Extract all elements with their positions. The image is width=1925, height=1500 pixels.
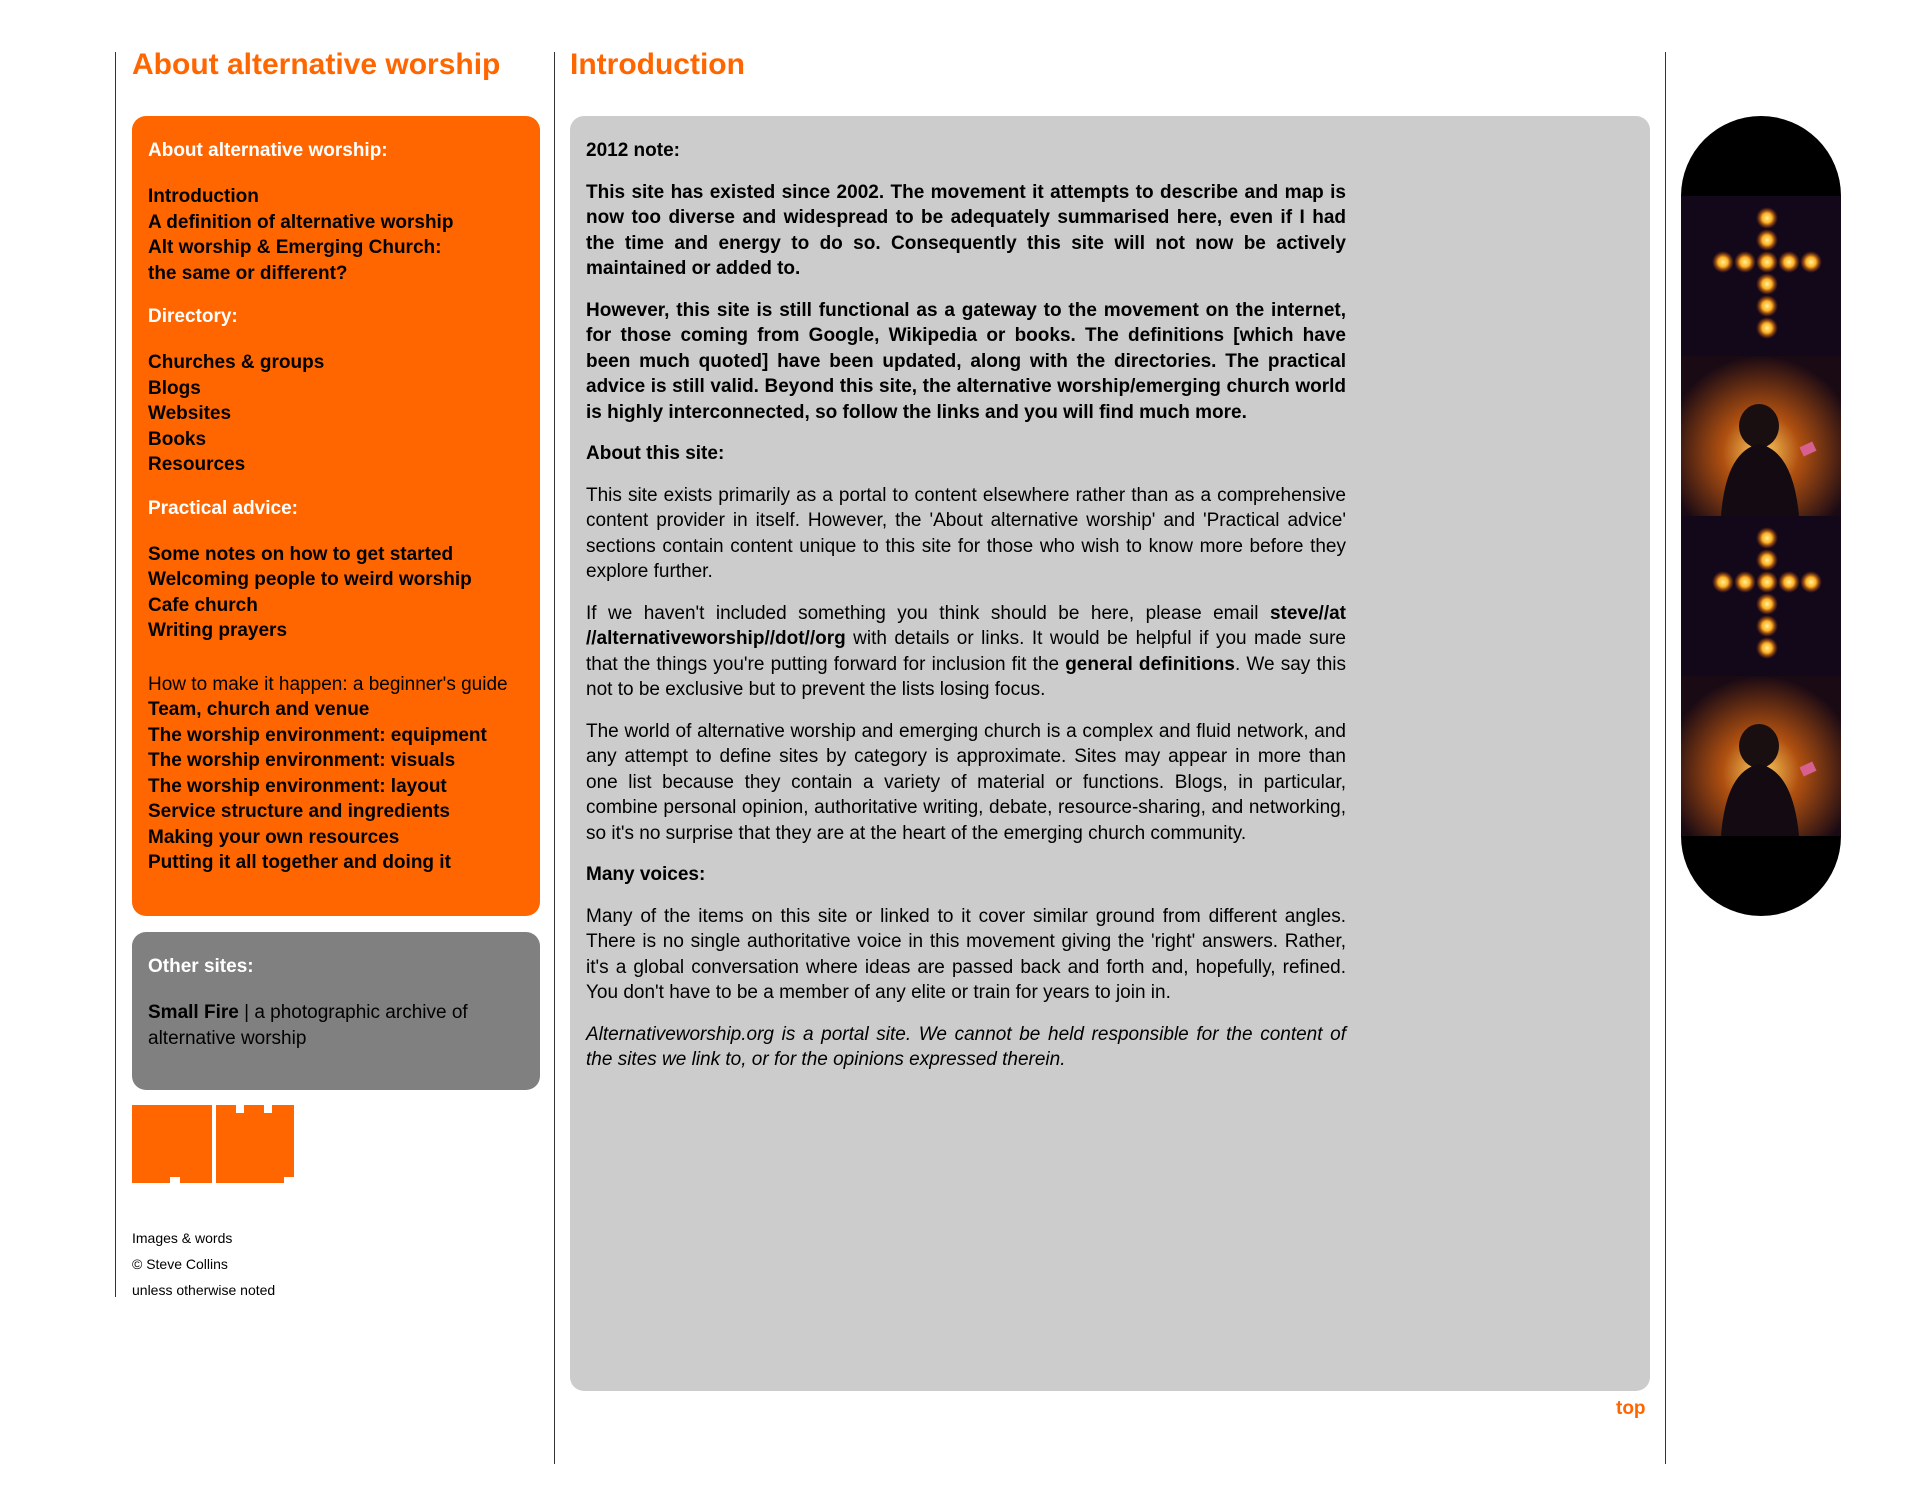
nav-panel bbox=[132, 116, 540, 916]
guide-link-0[interactable]: Team, church and venue bbox=[148, 699, 370, 720]
about-paragraph-1: This site exists primarily as a portal to content elsewhere rather than as a comprehensive content provider in itself. However, the 'About alternative worship' and 'Practical advice' sections contain content unique to this site for those who wish to know more before they explore further. bbox=[586, 484, 1346, 582]
top-link[interactable]: top bbox=[1616, 1398, 1646, 1419]
practical-link-2[interactable]: Cafe church bbox=[148, 594, 258, 616]
copyright-footer bbox=[132, 1225, 275, 1303]
voices-heading: Many voices: bbox=[586, 864, 706, 885]
middle-rule bbox=[554, 52, 555, 1464]
about-p2-c: . We say this not to be exclusive but to prevent the lists losing focus. bbox=[586, 653, 1347, 700]
guide-link-2[interactable]: The worship environment: visuals bbox=[148, 750, 456, 771]
note-paragraph-1: This site has existed since 2002. The movement it attempts to describe and map is now too diverse and widespread to be adequately summarised here, even if I had the time and energy to do so. Consequently this site will not now be actively maintained or added to. bbox=[586, 181, 1346, 279]
guide-link-1[interactable]: The worship environment: equipment bbox=[148, 724, 487, 746]
footer-line-3: unless otherwise noted bbox=[132, 1282, 276, 1298]
about-paragraph-3: The world of alternative worship and emerging church is a complex and fluid network, and any attempt to define sites by category is approximate. Sites may appear in more than one list because they contain a variety of material or functions. Blogs, in particular, combine personal opinion, authoritative writing, debate, resource-sharing, and networking, so it's no surprise that they are at the heart of the emerging church community. bbox=[586, 720, 1346, 844]
practical-link-1[interactable]: Welcoming people to weird worship bbox=[148, 569, 472, 590]
small-fire-link[interactable]: Small Fire bbox=[148, 1002, 239, 1023]
guide-links bbox=[148, 697, 524, 876]
about-link-1[interactable]: A definition of alternative worship bbox=[148, 211, 454, 233]
about-p2-b: with details or links. It would be helpful if you made sure that the things you're putting forward for inclusion fit the bbox=[586, 628, 1346, 675]
directory-link-2[interactable]: Websites bbox=[148, 403, 232, 424]
about-link-0[interactable]: Introduction bbox=[148, 186, 259, 207]
about-link-2[interactable]: Alt worship & Emerging Church: bbox=[148, 237, 442, 258]
about-links bbox=[148, 184, 524, 286]
site-logo bbox=[132, 1105, 294, 1187]
directory-link-3[interactable]: Books bbox=[148, 428, 207, 450]
practical-link-0[interactable]: Some notes on how to get started bbox=[148, 543, 454, 565]
email-address: steve//at //alternativeworship//dot//org bbox=[586, 602, 1346, 649]
guide-link-5[interactable]: Making your own resources bbox=[148, 826, 400, 848]
about-link-3[interactable]: the same or different? bbox=[148, 262, 348, 284]
guide-link-6[interactable]: Putting it all together and doing it bbox=[148, 852, 451, 873]
directory-links bbox=[148, 350, 524, 478]
practical-links bbox=[148, 542, 524, 644]
disclaimer: Alternativeworship.org is a portal site. We cannot be held responsible for the content of the sites we link to, or for the opinions expressed therein. bbox=[586, 1023, 1346, 1070]
candle-cross-photo bbox=[1681, 116, 1841, 916]
about-p2-a: If we haven't included something you think should be here, please email bbox=[586, 602, 1270, 624]
about-heading: About this site: bbox=[586, 443, 725, 464]
section-title: About alternative worship bbox=[132, 48, 501, 81]
person-at-candles-upper bbox=[1681, 356, 1841, 516]
note-paragraph-2: However, this site is still functional as a gateway to the movement on the internet, for those coming from Google, Wikipedia or books. The definitions [which have been much quoted] have been updated, along with the directories. The practical advice is still valid. Beyond this site, the alternative worship/emerging church world is highly interconnected, so follow the links and you will find much more. bbox=[586, 299, 1346, 423]
directory-link-0[interactable]: Churches & groups bbox=[148, 352, 325, 373]
footer-line-2: © Steve Collins bbox=[132, 1256, 228, 1272]
logo-block-right bbox=[216, 1105, 294, 1183]
directory-link-1[interactable]: Blogs bbox=[148, 377, 201, 399]
left-rule bbox=[115, 52, 116, 1297]
other-sites-panel bbox=[132, 932, 540, 1090]
general-definitions-link[interactable]: general definitions bbox=[1065, 653, 1235, 675]
nav-heading-practical: Practical advice: bbox=[148, 497, 298, 519]
candle-cross-lower bbox=[1681, 516, 1841, 676]
nav-heading-directory: Directory: bbox=[148, 306, 238, 327]
voices-paragraph: Many of the items on this site or linked to it cover similar ground from different angles. There is no single authoritative voice in this movement giving the 'right' answers. Rather, it's a global conversation where ideas are passed back and forth and, hopefully, refined. You don't have to be a member of any elite or train for years to join in. bbox=[586, 905, 1346, 1003]
note-heading: 2012 note: bbox=[586, 140, 680, 161]
guide-title: How to make it happen: a beginner's guide bbox=[148, 673, 508, 695]
other-sites-heading: Other sites: bbox=[148, 956, 254, 977]
small-fire-desc: | a photographic archive of alternative worship bbox=[148, 1002, 468, 1049]
right-rule bbox=[1665, 52, 1666, 1464]
directory-link-4[interactable]: Resources bbox=[148, 454, 246, 475]
person-at-candles-lower bbox=[1681, 676, 1841, 836]
footer-line-1: Images & words bbox=[132, 1230, 233, 1246]
logo-block-left bbox=[132, 1105, 212, 1183]
guide-link-4[interactable]: Service structure and ingredients bbox=[148, 801, 450, 822]
about-paragraph-2 bbox=[586, 601, 1346, 703]
content-panel bbox=[570, 116, 1650, 1391]
candle-cross-upper bbox=[1681, 196, 1841, 356]
practical-link-3[interactable]: Writing prayers bbox=[148, 620, 288, 641]
page-title: Introduction bbox=[570, 48, 745, 81]
other-sites-entry bbox=[148, 1000, 524, 1051]
guide-link-3[interactable]: The worship environment: layout bbox=[148, 775, 447, 797]
nav-heading-about: About alternative worship: bbox=[148, 140, 388, 161]
